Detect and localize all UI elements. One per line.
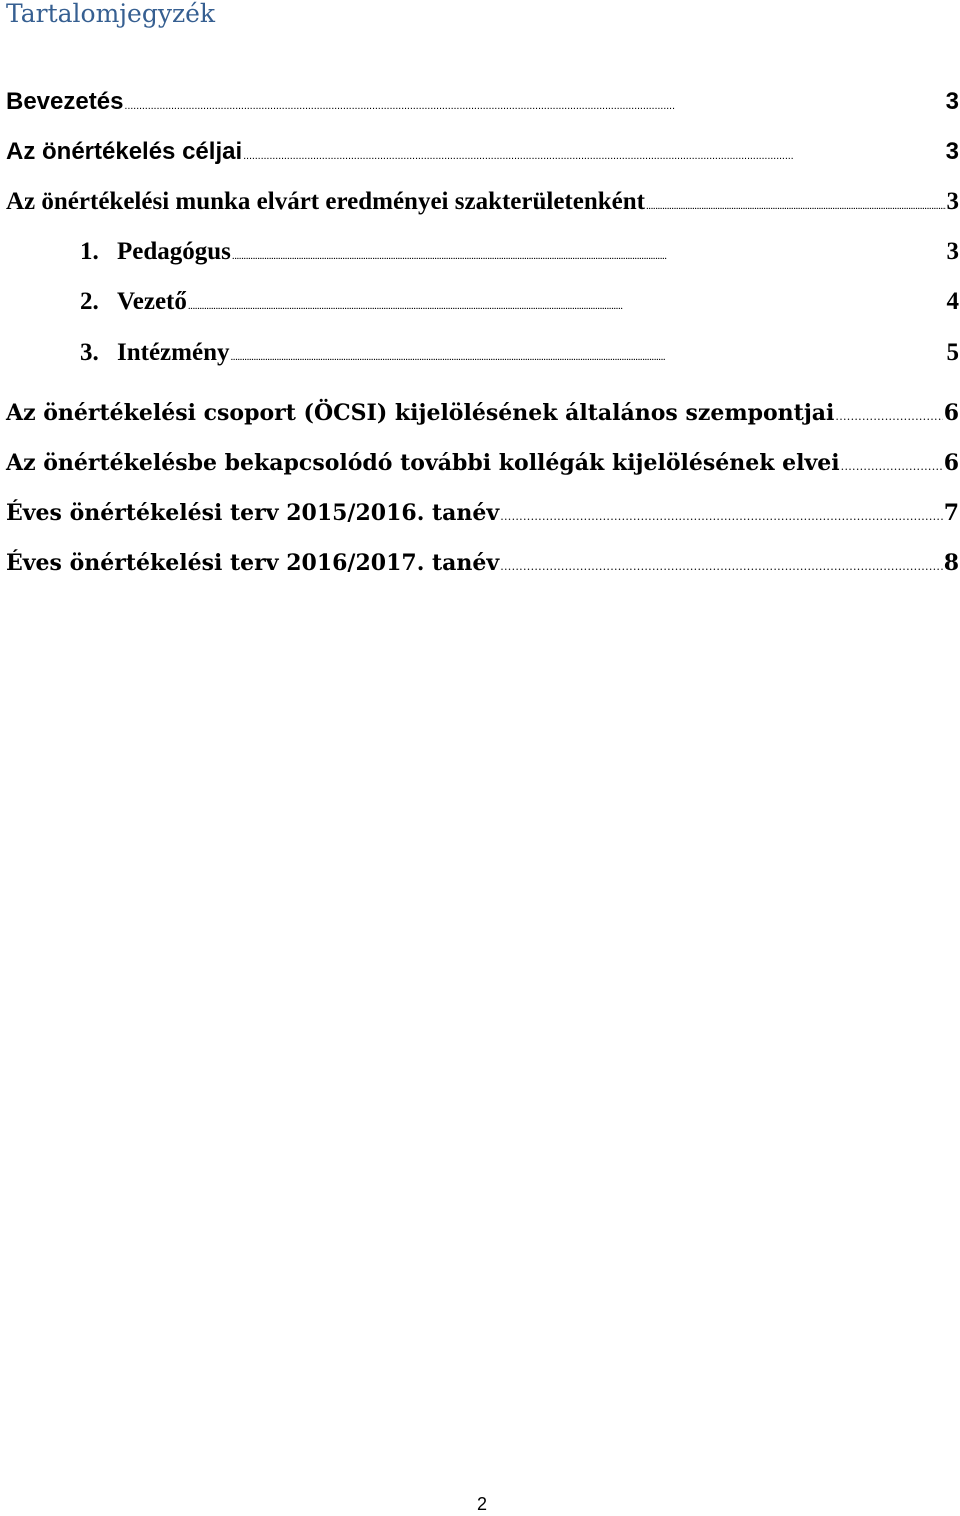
toc-entry-kollegak-elvei[interactable]: [6, 450, 959, 490]
toc-entry-label: Az önértékelési csoport (ÖCSI) kijelölésének általános szempontjai: [6, 400, 835, 426]
page-number: 2: [476, 1494, 487, 1514]
dot-leader: [243, 138, 945, 166]
toc-entry-label: Éves önértékelési terv 2016/2017. tanév: [6, 550, 500, 576]
toc-entry-page: 6: [943, 450, 959, 476]
toc-entry-vezeto[interactable]: [80, 288, 959, 328]
toc-entry-intezmeny[interactable]: [80, 339, 959, 379]
toc-entry-page: 5: [946, 339, 959, 366]
toc-entry-number: 3.: [80, 339, 99, 366]
dot-leader: [188, 288, 946, 316]
toc-entry-page: 6: [943, 400, 959, 426]
toc-entry-label: Vezető: [117, 288, 187, 315]
toc-entry-page: 3: [945, 88, 959, 115]
toc-entry-number: 1.: [80, 238, 99, 265]
toc-entry-celjai[interactable]: [6, 138, 959, 178]
dot-leader: [841, 451, 943, 476]
dot-leader: [232, 238, 946, 266]
toc-entry-elvart-eredmenyek[interactable]: [6, 188, 959, 228]
toc-entry-page: 8: [943, 550, 959, 576]
dot-leader: [835, 401, 942, 426]
toc-entry-page: 3: [946, 238, 959, 265]
toc-entry-number: 2.: [80, 288, 99, 315]
toc-entry-page: 3: [945, 138, 959, 165]
dot-leader: [646, 188, 946, 216]
toc-entry-bevezetes[interactable]: [6, 88, 959, 128]
toc-entry-page: 3: [946, 188, 959, 215]
toc-entry-page: 4: [946, 288, 959, 315]
dot-leader: [124, 88, 944, 116]
toc-entry-label: Pedagógus: [117, 238, 231, 265]
toc-entry-label: Az önértékelésbe bekapcsolódó további kollégák kijelölésének elvei: [6, 450, 840, 476]
toc-entry-terv-2015-2016[interactable]: [6, 500, 959, 540]
toc-entry-label: Intézmény: [117, 339, 230, 366]
dot-leader: [500, 551, 942, 576]
toc-entry-ocsi-szempontok[interactable]: [6, 400, 959, 440]
toc-heading: Tartalomjegyzék: [6, 0, 216, 28]
toc-entry-page: 7: [943, 500, 959, 526]
dot-leader: [500, 501, 942, 526]
toc-entry-label: Az önértékelés céljai: [6, 138, 243, 165]
toc-entry-label: Bevezetés: [6, 88, 124, 115]
dot-leader: [230, 339, 945, 367]
toc-entry-pedagogus[interactable]: [80, 238, 959, 278]
toc-entry-label: Éves önértékelési terv 2015/2016. tanév: [6, 500, 500, 526]
toc-entry-terv-2016-2017[interactable]: [6, 550, 959, 590]
toc-entry-label: Az önértékelési munka elvárt eredményei szakterületenként: [6, 188, 645, 215]
